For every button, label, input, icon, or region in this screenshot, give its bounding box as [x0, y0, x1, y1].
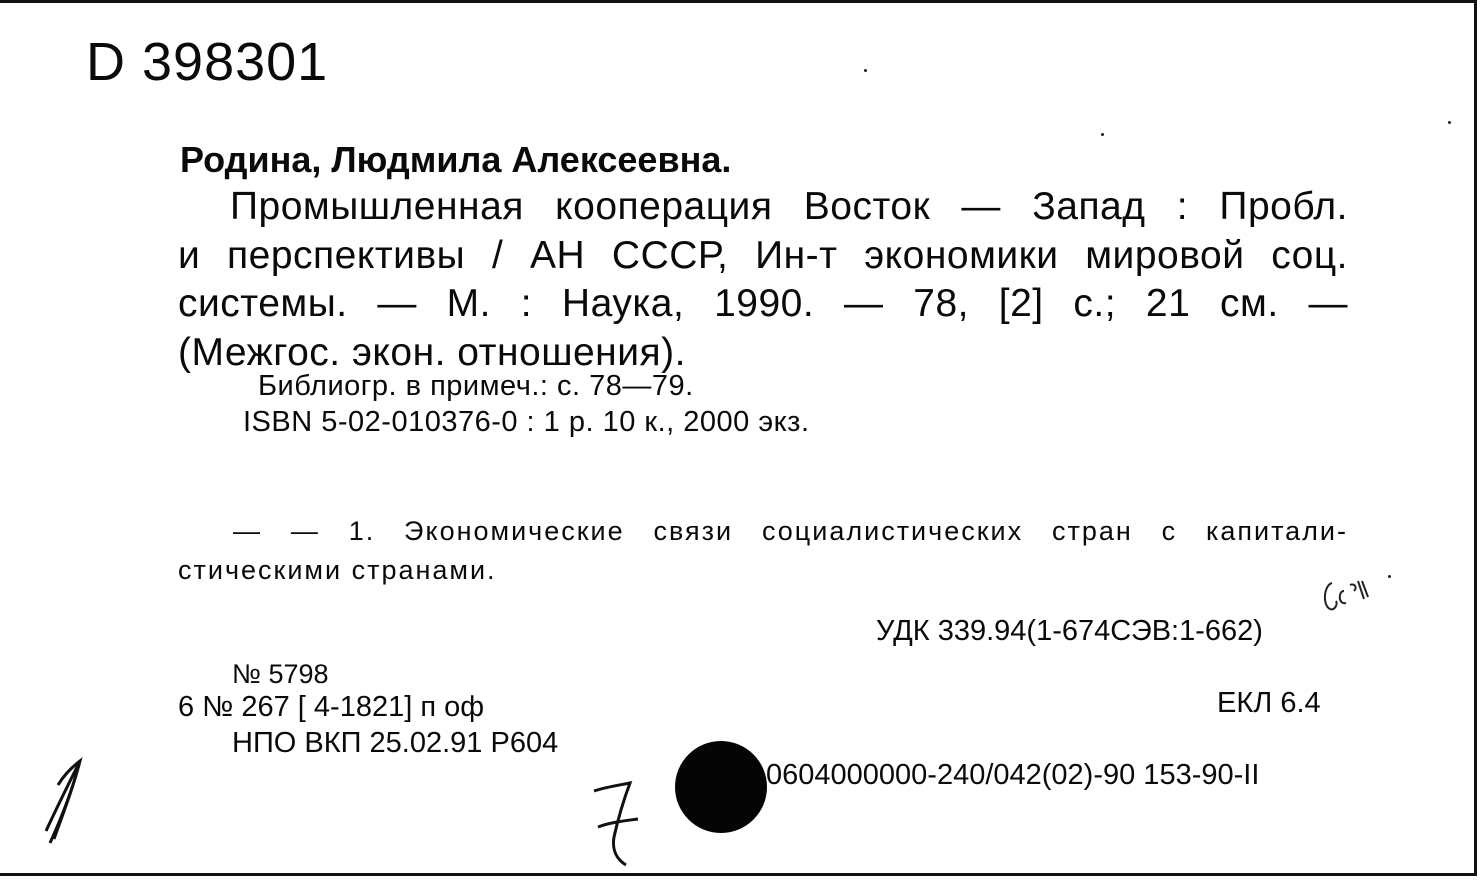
description-line: (Межгос. экон. отношения). [178, 330, 686, 374]
author-heading: Родина, Людмила Алексеевна. [180, 139, 732, 180]
card-number: № 5798 [232, 659, 329, 689]
bibliographic-description [178, 183, 1348, 377]
description-line: Промышленная кооперация Восток — Запад : Пробл. [230, 185, 1348, 228]
punch-hole [675, 741, 767, 833]
speck [864, 69, 867, 72]
description-line: и перспективы / АН СССР, Ин-т экономики мировой соц. [178, 233, 1348, 277]
udc-code: УДК 339.94(1-674СЭВ:1-662) [876, 615, 1263, 647]
handwritten-mark [1318, 575, 1378, 619]
ekl-code: ЕКЛ 6.4 [1217, 687, 1321, 719]
subject-heading [178, 512, 1348, 590]
handwritten-digit-bottom [586, 777, 646, 873]
isbn-note: ISBN 5-02-010376-0 : 1 р. 10 к., 2000 экз. [243, 406, 810, 438]
speck [1448, 121, 1451, 124]
subject-line: стическими странами. [178, 555, 497, 585]
handwritten-digit-left [36, 755, 92, 851]
order-line: 6 № 267 [ 4-1821] п оф [178, 691, 485, 723]
speck [1101, 133, 1104, 136]
bibliography-note: Библиогр. в примеч.: с. 78—79. [258, 370, 694, 402]
description-line: системы. — М. : Наука, 1990. — 78, [2] с.; 21 см. — [178, 282, 1348, 325]
classification-code: 0604000000-240/042(02)-90 153-90-II [766, 759, 1260, 791]
publisher-line: НПО ВКП 25.02.91 Р604 [232, 727, 559, 759]
catalog-number: D 398301 [86, 32, 329, 92]
subject-line: — — 1. Экономические связи социалистических стран с капитали- [233, 516, 1348, 546]
speck [1388, 575, 1391, 578]
